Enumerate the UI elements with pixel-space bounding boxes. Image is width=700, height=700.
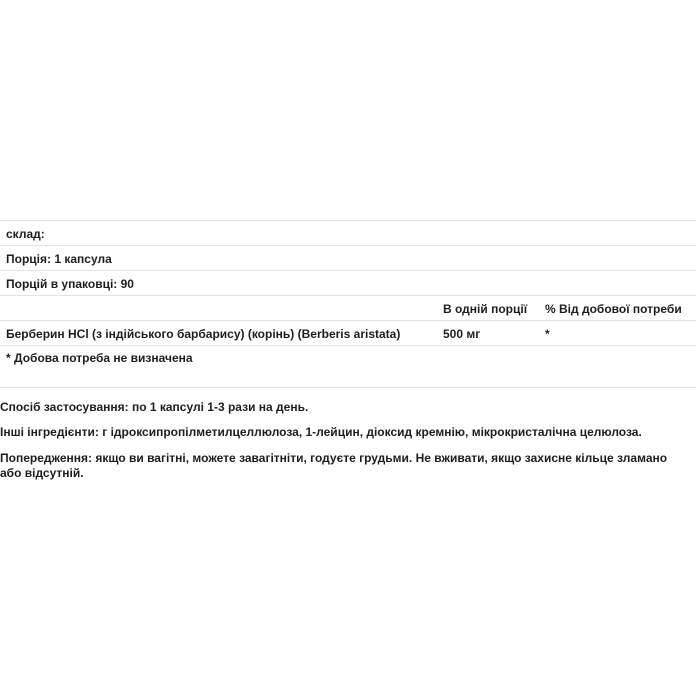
servings-per-container: Порцій в упаковці: 90 xyxy=(6,277,134,291)
footnote-row xyxy=(0,345,696,387)
table-bottom-divider xyxy=(0,387,696,388)
other-ingredients-text: Інші інгредієнти: г ідроксипропілметилцеллюлоза, 1-лейцин, діоксид кремнію, мікрокристалічна целюлоза. xyxy=(0,425,642,439)
serving-size: Порція: 1 капсула xyxy=(6,252,112,266)
column-header-row xyxy=(0,295,696,320)
directions-text: Спосіб застосування: по 1 капсулі 1-3 рази на день. xyxy=(0,400,309,414)
facts-heading: склад: xyxy=(6,227,45,241)
warnings-text: Попередження: якщо ви вагітні, можете завагітніти, годуєте грудьми. Не вживати, якщо захисне кільце зламано або відсутній. xyxy=(0,451,668,480)
amount-column-header: В одній порції xyxy=(443,302,528,316)
ingredient-daily-value: * xyxy=(545,327,550,341)
daily-value-column-header: % Від добової потреби xyxy=(545,302,682,316)
supplement-facts-table xyxy=(0,220,696,388)
serving-size-row xyxy=(0,245,696,270)
ingredient-amount: 500 мг xyxy=(443,327,481,341)
footnote: * Добова потреба не визначена xyxy=(6,351,193,365)
servings-per-container-row xyxy=(0,270,696,295)
ingredient-row xyxy=(0,320,696,345)
ingredient-name: Берберин HCl (з індійського барбарису) (корінь) (Berberis aristata) xyxy=(6,327,401,341)
facts-heading-row xyxy=(0,220,696,245)
